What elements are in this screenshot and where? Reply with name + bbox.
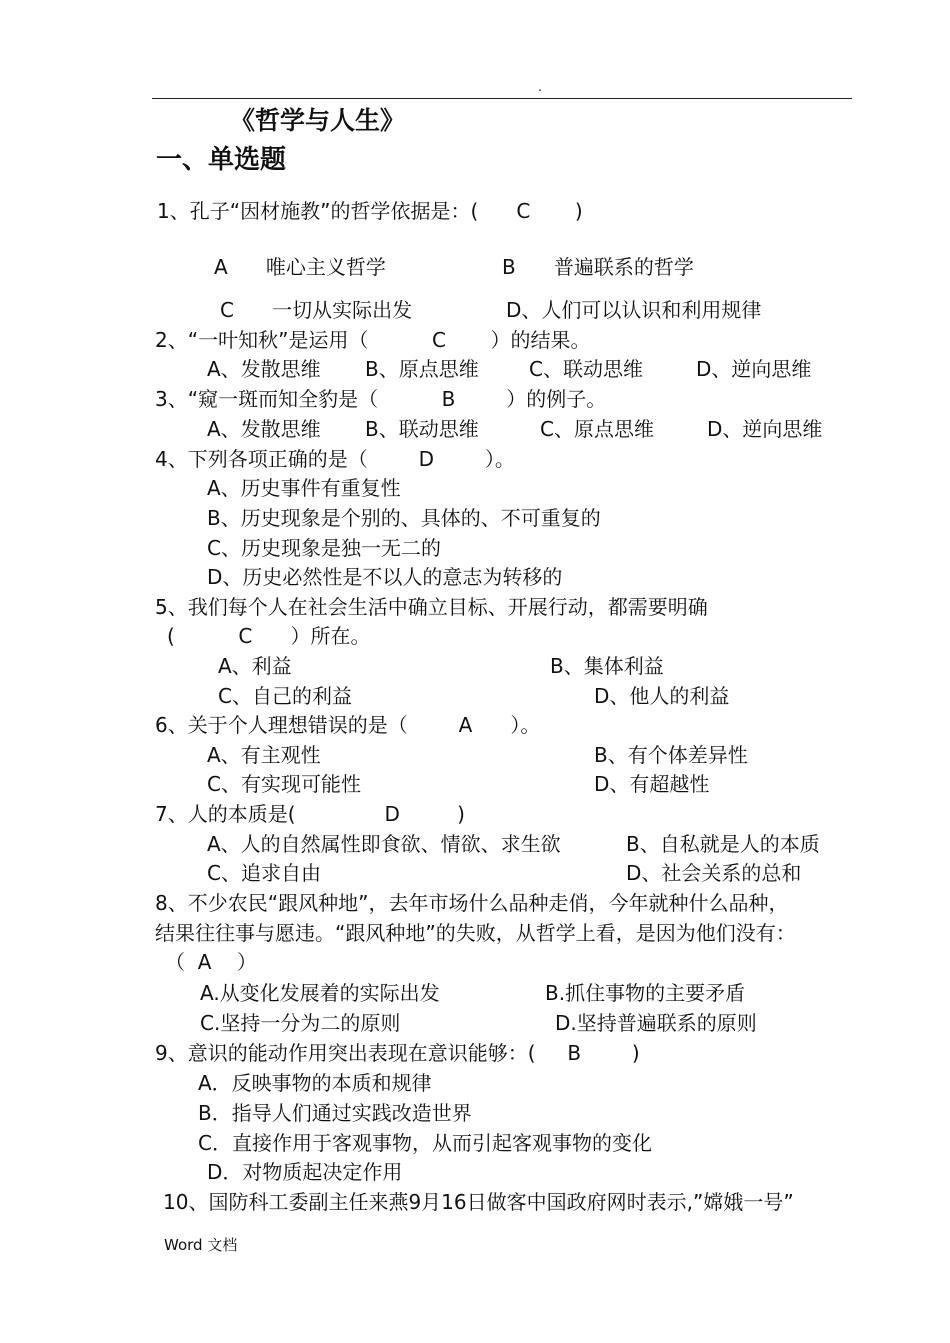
text-line: C、有实现可能性: [207, 772, 361, 796]
text-line: A、历史事件有重复性: [207, 476, 401, 500]
text-line: A、利益: [218, 654, 292, 678]
text-line: D、逆向思维: [707, 417, 823, 441]
text-line: D、有超越性: [594, 772, 710, 796]
page-title: 《哲学与人生》: [230, 106, 406, 135]
text-line: C、追求自由: [207, 861, 321, 885]
text-line: B.抓住事物的主要矛盾: [545, 981, 746, 1005]
text-line: D、社会关系的总和: [626, 861, 802, 885]
text-line: C 一切从实际出发: [220, 298, 413, 322]
text-line: 结果往往事与愿违。“跟风种地”的失败，从哲学上看，是因为他们没有：: [155, 921, 796, 945]
text-line: C、历史现象是独一无二的: [207, 536, 441, 560]
section-heading: 一、单选题: [156, 145, 287, 175]
text-line: C、联动思维: [529, 357, 643, 381]
text-line: B、联动思维: [365, 417, 479, 441]
text-line: A．反映事物的本质和规律: [198, 1071, 432, 1095]
text-line: 7、人的本质是( D ): [155, 802, 465, 826]
text-line: C．直接作用于客观事物，从而引起客观事物的变化: [198, 1131, 652, 1155]
text-line: D、人们可以认识和利用规律: [506, 298, 762, 322]
text-line: B、集体利益: [550, 654, 664, 678]
text-line: 4、下列各项正确的是（ D ）。: [155, 447, 515, 471]
text-line: B 普遍联系的哲学: [502, 255, 694, 279]
text-line: （ A ）: [165, 950, 257, 974]
text-line: D．对物质起决定作用: [207, 1160, 403, 1184]
text-line: 10、国防科工委副主任来燕9月16日做客中国政府网时表示,”嫦娥一号”: [163, 1190, 794, 1214]
text-line: A、发散思维: [207, 417, 321, 441]
text-line: B、有个体差异性: [594, 743, 748, 767]
text-line: C、自己的利益: [218, 684, 352, 708]
text-line: 5、我们每个人在社会生活中确立目标、开展行动，都需要明确: [155, 595, 708, 619]
text-line: 3、“窥一斑而知全豹是（ B ）的例子。: [155, 387, 607, 411]
text-line: A、发散思维: [207, 357, 321, 381]
text-line: ( C ）所在。: [167, 624, 371, 648]
text-line: 1、孔子“因材施教”的哲学依据是：( C ): [157, 199, 583, 223]
text-line: 9、意识的能动作用突出表现在意识能够：( B ): [155, 1041, 640, 1065]
footer-label: Word 文档: [164, 1236, 238, 1254]
text-line: A、有主观性: [207, 743, 321, 767]
header-rule: [152, 98, 852, 99]
text-line: B、历史现象是个别的、具体的、不可重复的: [207, 506, 601, 530]
text-line: D、历史必然性是不以人的意志为转移的: [207, 565, 563, 589]
text-line: B、自私就是人的本质: [626, 832, 820, 856]
text-line: B．指导人们通过实践改造世界: [198, 1101, 472, 1125]
text-line: A 唯心主义哲学: [214, 255, 386, 279]
text-line: A、人的自然属性即食欲、情欲、求生欲: [207, 832, 561, 856]
text-line: B、原点思维: [365, 357, 479, 381]
text-line: A.从变化发展着的实际出发: [200, 981, 440, 1005]
text-line: D、他人的利益: [594, 684, 730, 708]
text-line: D.坚持普遍联系的原则: [555, 1011, 757, 1035]
text-line: 8、不少农民“跟风种地”，去年市场什么品种走俏，今年就种什么品种，: [155, 891, 789, 915]
text-line: C、原点思维: [540, 417, 654, 441]
header-dot: .: [538, 80, 542, 94]
text-line: 2、“一叶知秋”是运用（ C ）的结果。: [155, 328, 591, 352]
text-line: C.坚持一分为二的原则: [200, 1011, 401, 1035]
text-line: 6、关于个人理想错误的是（ A ）。: [155, 713, 541, 737]
text-line: D、逆向思维: [696, 357, 812, 381]
